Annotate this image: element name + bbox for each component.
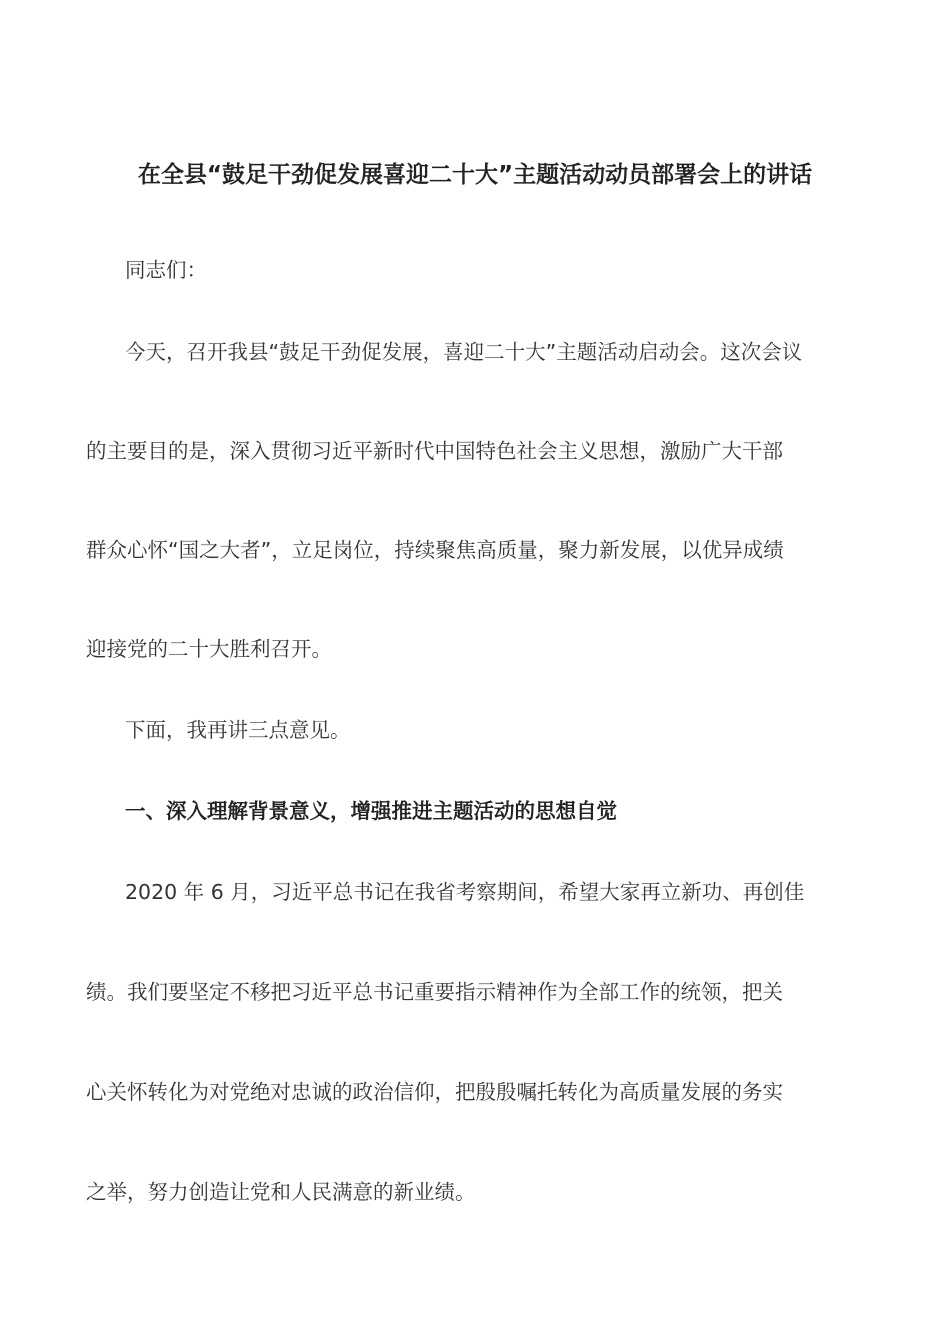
para1-line-2: 的主要目的是，深入贯彻习近平新时代中国特色社会主义思想，激励广大干部 [86,439,783,463]
para3-line-4: 之举，努力创造让党和人民满意的新业绩。 [86,1180,476,1204]
para1-line-4: 迎接党的二十大胜利召开。 [86,637,332,661]
section1-heading: 一、深入理解背景意义，增强推进主题活动的思想自觉 [125,799,617,823]
para3-line-3: 心关怀转化为对党绝对忠诚的政治信仰，把殷殷嘱托转化为高质量发展的务实 [86,1080,783,1104]
salutation: 同志们： [125,258,207,282]
document-title: 在全县“鼓足干劲促发展喜迎二十大”主题活动动员部署会上的讲话 [137,162,813,188]
para2-line: 下面，我再讲三点意见。 [125,718,351,742]
para3-line-2: 绩。我们要坚定不移把习近平总书记重要指示精神作为全部工作的统领，把关 [86,980,783,1004]
para3-line-1: 2020 年 6 月，习近平总书记在我省考察期间，希望大家再立新功、再创佳 [125,880,805,904]
para1-line-1: 今天，召开我县“鼓足干劲促发展，喜迎二十大”主题活动启动会。这次会议 [125,340,803,364]
para1-line-3: 群众心怀“国之大者”，立足岗位，持续聚焦高质量，聚力新发展，以优异成绩 [86,538,784,562]
